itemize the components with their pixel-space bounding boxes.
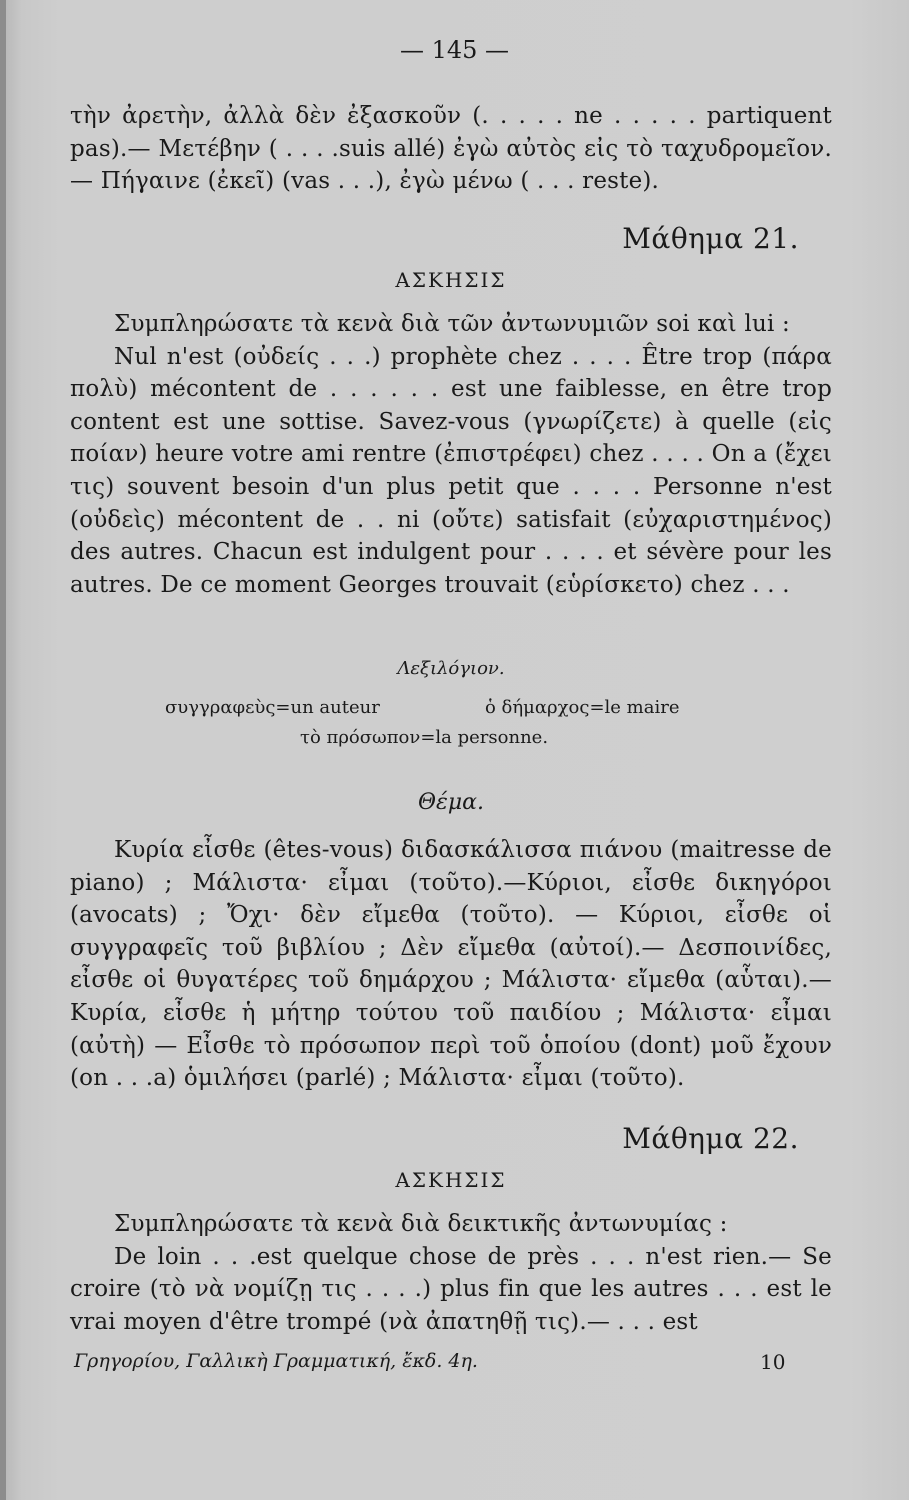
vocabulary-heading: Λεξιλόγιον.	[397, 658, 505, 679]
lesson-21-title: Μάθημα 21.	[622, 222, 799, 255]
vocabulary-entry: ὁ δήμαρχος=le maire	[485, 697, 680, 718]
lesson-22-exercise-heading: ΑΣΚΗΣΙΣ	[395, 1168, 507, 1192]
lesson-21-exercise-heading: ΑΣΚΗΣΙΣ	[395, 268, 507, 292]
intro-text: τὴν ἀρετὴν, ἀλλὰ δὲν ἐξασκοῦν (. . . . . ne . . . . . partiquent pas).— Μετέβην ( . . . .suis allé) ἐγὼ αὐτὸς εἰς τὸ ταχυδρομεῖον. — Πήγαινε (ἐκεῖ) (vas . . .), ἐγὼ μένω ( . . . reste).	[70, 103, 832, 195]
lesson-21-exercise	[70, 308, 832, 601]
sheet-number: 10	[760, 1350, 786, 1374]
lesson-22-exercise	[70, 1208, 832, 1338]
printer-signature: Γρηγορίου, Γαλλικὴ Γραμματική, ἔκδ. 4η.	[74, 1350, 478, 1372]
page-number: — 145 —	[399, 36, 510, 64]
page-binding-edge	[0, 0, 6, 1500]
lesson-21-exercise-text: Nul n'est (οὐδείς . . .) prophète chez . . . . Être trop (πάρα πολὺ) mécontent de . . . . . . est une faiblesse, en être trop content est une sottise. Savez-vous (γνωρίζετε) à quelle (εἰς ποίαν) heure votre ami rentre (ἐπιστρέφει) chez . . . . On a (ἔχει τις) souvent besoin d'un plus petit que . . . . Personne n'est (οὐδεὶς) mécontent de . . ni (οὔτε) satisfait (εὐχαριστημένος) des autres. Chacun est indulgent pour . . . . et sévère pour les autres. De ce moment Georges trouvait (εὑρίσκετο) chez . . .	[70, 343, 832, 598]
lesson-22-instruction: Συμπληρώσατε τὰ κενὰ διὰ δεικτικῆς ἀντωνυμίας :	[114, 1211, 728, 1237]
theme-text: Κυρία εἶσθε (êtes-vous) διδασκάλισσα πιάνου (maitresse de piano) ; Μάλιστα· εἶμαι (τοῦτο).—Κύριοι, εἶσθε δικηγόροι (avocats) ; Ὄχι· δὲν εἴμεθα (τοῦτο). — Κύριοι, εἶσθε οἱ συγγραφεῖς τοῦ βιβλίου ; Δὲν εἴμεθα (αὐτοί).— Δεσποινίδες, εἶσθε οἱ θυγατέρες τοῦ δημάρχου ; Μάλιστα· εἴμεθα (αὗται).— Κυρία, εἶσθε ἡ μήτηρ τούτου τοῦ παιδίου ; Μάλιστα· εἶμαι (αὐτὴ) — Εἶσθε τὸ πρόσωπον περὶ τοῦ ὁποίου (dont) μοῦ ἔχουν (on . . .a) ὁμιλήσει (parlé) ; Μάλιστα· εἶμαι (τοῦτο).	[70, 837, 832, 1092]
vocabulary-entry: συγγραφεὺς=un auteur	[165, 697, 380, 718]
lesson-22-title: Μάθημα 22.	[622, 1122, 799, 1155]
lesson-22-exercise-text: De loin . . .est quelque chose de près . . . n'est rien.— Se croire (τὸ νὰ νομίζῃ τις . . . .) plus fin que les autres . . . est le vrai moyen d'être trompé (νὰ ἀπατηθῇ τις).— . . . est	[70, 1243, 832, 1335]
vocabulary-entry: τὸ πρόσωπον=la personne.	[300, 727, 549, 748]
intro-paragraph	[70, 100, 832, 198]
theme-heading: Θέμα.	[418, 790, 484, 815]
lesson-21-instruction: Συμπληρώσατε τὰ κενὰ διὰ τῶν ἀντωνυμιῶν soi καὶ lui :	[114, 311, 790, 337]
theme-paragraph	[70, 834, 832, 1095]
